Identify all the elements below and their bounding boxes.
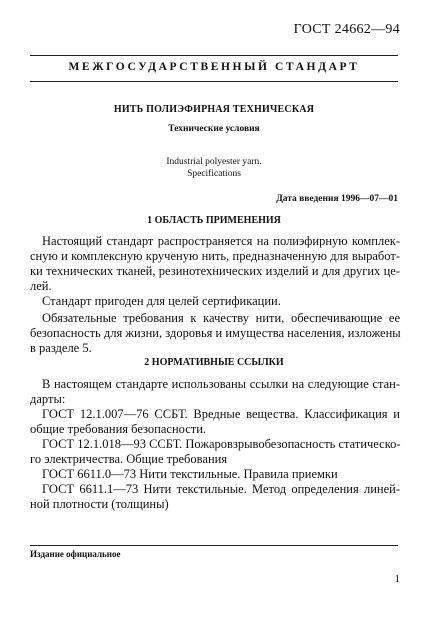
reference-gost-6611-1 bbox=[30, 482, 400, 512]
footer-rule bbox=[30, 545, 398, 546]
text-line: сную и комплексную крученую нить, предназначенную для выработ- bbox=[30, 249, 400, 263]
text-line: го электричества. Общие требования bbox=[30, 452, 228, 466]
text-line: ки технических тканей, резинотехнических изделий и для других це- bbox=[30, 264, 400, 278]
document-subtitle: Технические условия bbox=[168, 124, 260, 134]
text-line: ной плотности (толщины) bbox=[30, 497, 169, 511]
text-line: Стандарт пригоден для целей сертификации. bbox=[42, 294, 281, 308]
text-line: в разделе 5. bbox=[30, 341, 92, 355]
text-line: ГОСТ 12.1.007—76 ССБТ. Вредные вещества. Классификация и bbox=[42, 407, 400, 421]
english-title: Industrial polyester yarn. bbox=[166, 157, 262, 167]
reference-gost-12-1-018 bbox=[30, 437, 400, 467]
document-code: ГОСТ 24662—94 bbox=[293, 22, 400, 37]
text-line: дарты: bbox=[30, 392, 66, 406]
page-number: 1 bbox=[394, 573, 400, 585]
document-title: НИТЬ ПОЛИЭФИРНАЯ ТЕХНИЧЕСКАЯ bbox=[113, 104, 315, 115]
text-line: В настоящем стандарте использованы ссылки на следующие стан- bbox=[42, 377, 400, 391]
top-rule bbox=[30, 55, 398, 56]
reference-gost-12-1-007 bbox=[30, 407, 400, 437]
section-1-paragraph-2 bbox=[30, 294, 400, 309]
english-subtitle: Specifications bbox=[187, 169, 241, 179]
effective-date: Дата введения 1996—07—01 bbox=[276, 194, 398, 204]
text-line: Настоящий стандарт распространяется на полиэфирную комплек- bbox=[42, 234, 400, 248]
section-1-paragraph-3 bbox=[30, 311, 400, 356]
section-2-heading: 2 НОРМАТИВНЫЕ ССЫЛКИ bbox=[144, 357, 284, 368]
text-line: лей. bbox=[30, 279, 52, 293]
section-2-paragraph-1 bbox=[30, 377, 400, 407]
section-1-paragraph-1 bbox=[30, 234, 400, 294]
standard-banner: МЕЖГОСУДАРСТВЕННЫЙ СТАНДАРТ bbox=[68, 61, 360, 73]
reference-gost-6611-0 bbox=[30, 467, 400, 482]
text-line: безопасность для жизни, здоровья и имущества населения, изложены bbox=[30, 326, 401, 340]
official-edition-label: Издание официальное bbox=[30, 549, 121, 559]
text-line: ГОСТ 6611.0—73 Нити текстильные. Правила приемки bbox=[42, 467, 338, 481]
text-line: Обязательные требования к качеству нити, обеспечивающие ее bbox=[42, 311, 400, 325]
banner-rule bbox=[30, 81, 398, 82]
text-line: общие требования безопасности. bbox=[30, 422, 207, 436]
text-line: ГОСТ 12.1.018—93 ССБТ. Пожаровзрывобезопасность статическо- bbox=[42, 437, 401, 451]
section-1-heading: 1 ОБЛАСТЬ ПРИМЕНЕНИЯ bbox=[147, 215, 281, 226]
text-line: ГОСТ 6611.1—73 Нити текстильные. Метод определения линей- bbox=[42, 482, 400, 496]
